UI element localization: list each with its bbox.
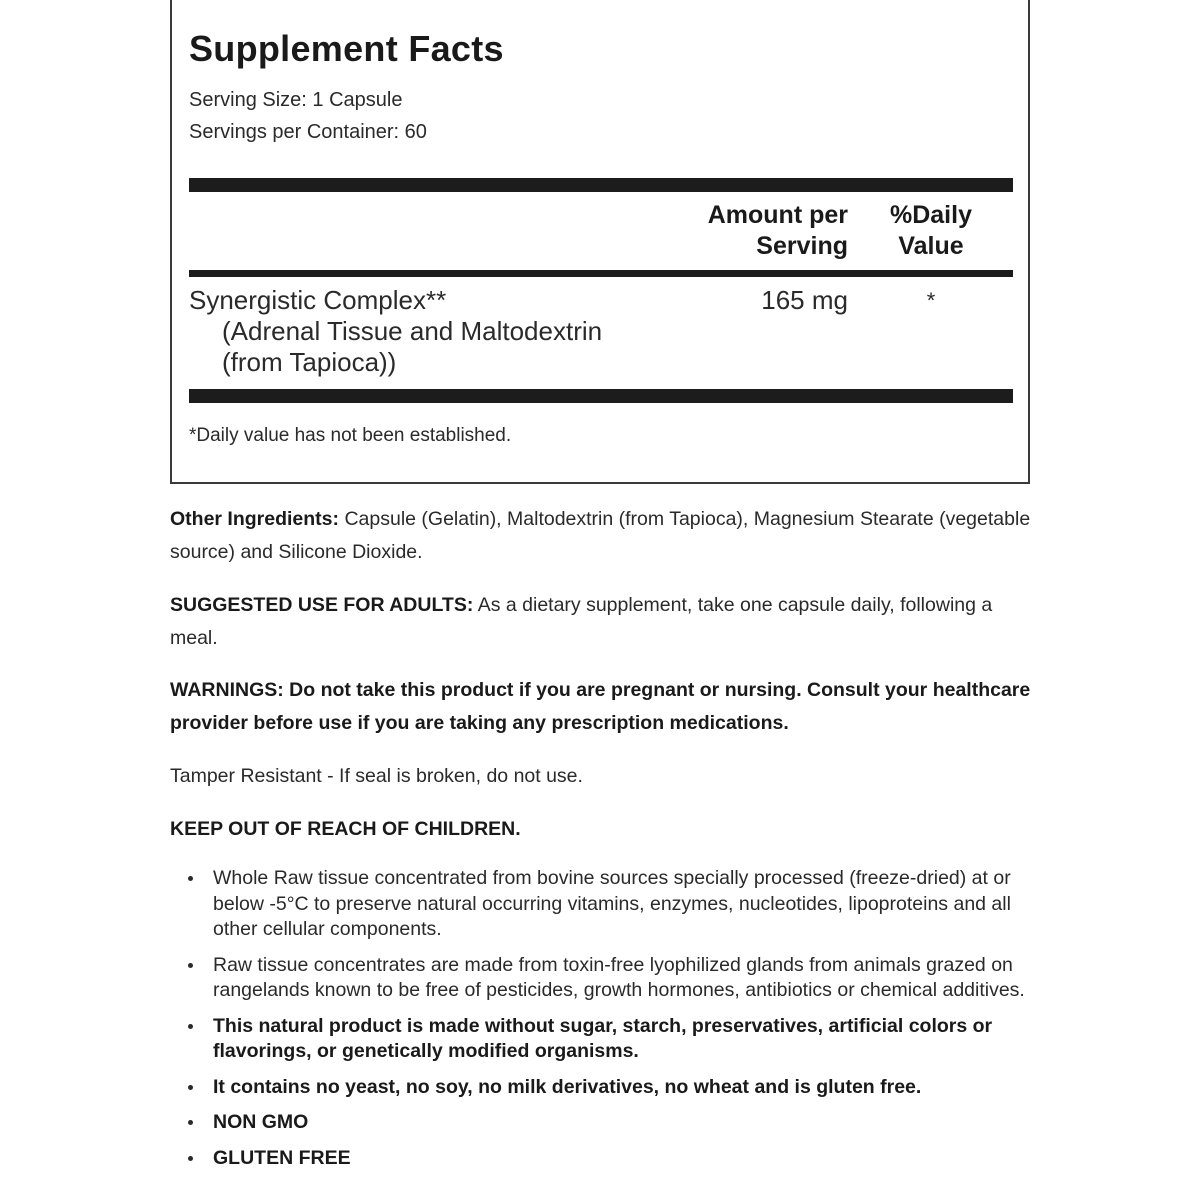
- facts-divider-thick-bottom: [189, 389, 1013, 403]
- other-ingredients-label: Other Ingredients:: [170, 508, 340, 530]
- list-item-text: Whole Raw tissue concentrated from bovine sources specially processed (freeze-dried) at or below -5°C to preserve natural occurring vitamins, enzymes, nucleotides, lipoproteins and all other cellular components.: [213, 867, 1011, 940]
- list-item: [170, 953, 1040, 1004]
- list-item: [170, 1110, 1040, 1136]
- suggested-use-text: As a dietary supplement, take one capsule daily, following a meal.: [170, 594, 993, 649]
- list-item-text: Raw tissue concentrates are made from toxin-free lyophilized glands from animals grazed on rangelands known to be free of pesticides, growth hormones, antibiotics or chemical additives.: [213, 953, 1025, 1001]
- ingredient-amount: 165 mg: [761, 285, 848, 315]
- amount-header-line2: Serving: [756, 232, 848, 260]
- servings-per-container: Servings per Container: 60: [189, 121, 427, 143]
- list-item: [170, 1075, 1040, 1101]
- bullet-icon: [188, 1085, 193, 1090]
- serving-size: Serving Size: 1 Capsule: [189, 89, 403, 111]
- list-item-text: It contains no yeast, no soy, no milk derivatives, no wheat and is gluten free.: [213, 1075, 922, 1098]
- bullet-icon: [188, 876, 193, 881]
- ingredient-name: Synergistic Complex**: [189, 285, 447, 315]
- list-item-text: This natural product is made without sugar, starch, preservatives, artificial colors or flavorings, or genetically modified organisms.: [213, 1014, 993, 1062]
- bullet-icon: [188, 963, 193, 968]
- dv-header-line1: %Daily: [890, 201, 972, 229]
- list-item: [170, 1146, 1040, 1172]
- list-item-text: NON GMO: [213, 1111, 309, 1133]
- facts-divider-thick-top: [189, 178, 1013, 192]
- bullet-icon: [188, 1024, 193, 1029]
- ingredient-sub-line1: (Adrenal Tissue and Maltodextrin: [222, 316, 603, 346]
- other-ingredients-text: Capsule (Gelatin), Maltodextrin (from Tapioca), Magnesium Stearate (vegetable source) and Silicone Dioxide.: [170, 508, 1031, 563]
- list-item: [170, 866, 1040, 943]
- ingredient-daily-value: *: [926, 288, 936, 313]
- suggested-use-label: SUGGESTED USE FOR ADULTS:: [170, 594, 474, 616]
- suggested-use: [170, 589, 1035, 654]
- amount-per-serving-header: [708, 200, 848, 262]
- daily-value-header: [872, 200, 990, 262]
- list-item-text: GLUTEN FREE: [213, 1146, 351, 1169]
- bullet-icon: [188, 1120, 193, 1125]
- other-ingredients: [170, 503, 1035, 568]
- warnings: WARNINGS: Do not take this product if you are pregnant or nursing. Consult your healthcare provider before use if you are taking any prescription medications.: [170, 679, 1031, 734]
- facts-divider-medium: [189, 270, 1013, 277]
- tamper-notice: Tamper Resistant - If seal is broken, do not use.: [170, 765, 583, 787]
- keep-out-of-reach: KEEP OUT OF REACH OF CHILDREN.: [170, 818, 521, 840]
- daily-value-footnote: *Daily value has not been established.: [189, 425, 512, 446]
- dv-header-line2: Value: [898, 232, 964, 260]
- list-item: [170, 1014, 1040, 1065]
- facts-title: Supplement Facts: [189, 28, 504, 69]
- amount-header-line1: Amount per: [707, 201, 848, 229]
- feature-list: [170, 866, 1040, 1181]
- ingredient-sub-line2: (from Tapioca)): [222, 347, 397, 377]
- bullet-icon: [188, 1156, 193, 1161]
